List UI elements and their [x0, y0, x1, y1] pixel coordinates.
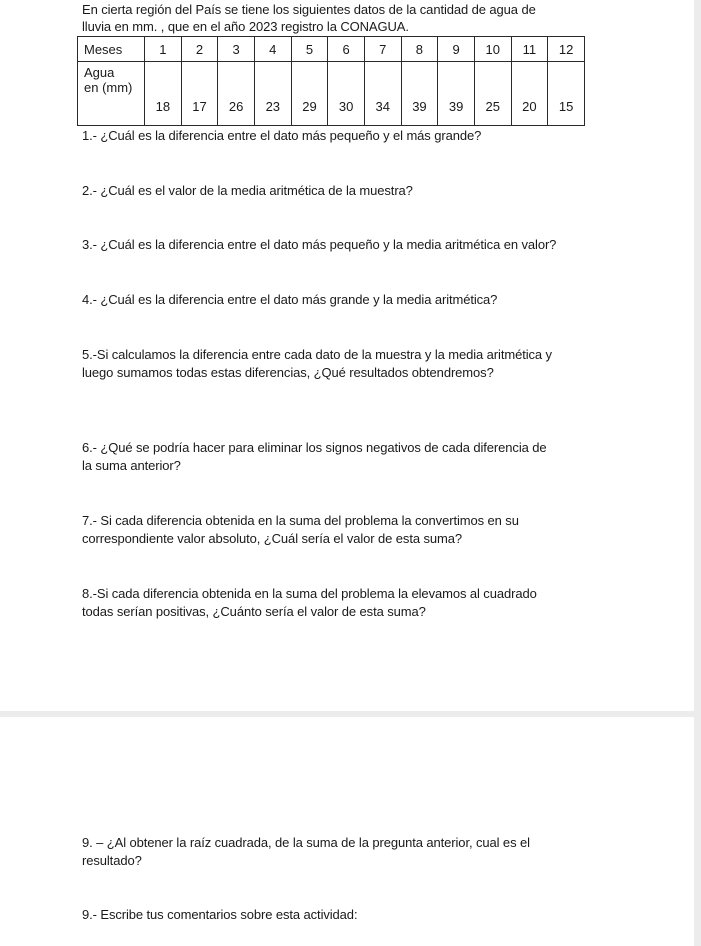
month-cell: 11: [511, 37, 548, 62]
month-cell: 7: [364, 37, 401, 62]
month-cell: 9: [438, 37, 475, 62]
rainfall-value: 39: [401, 62, 438, 126]
month-cell: 8: [401, 37, 438, 62]
month-cell: 10: [474, 37, 511, 62]
question-8: [82, 585, 602, 621]
rainfall-value: 29: [291, 62, 328, 126]
page-break: [0, 711, 694, 717]
rainfall-value: 34: [364, 62, 401, 126]
month-cell: 6: [328, 37, 365, 62]
question-2: 2.- ¿Cuál es el valor de la media aritmética de la muestra?: [82, 183, 413, 198]
question-9: [82, 834, 602, 870]
rainfall-value: 39: [438, 62, 475, 126]
rainfall-row: [78, 62, 585, 126]
intro-paragraph: [82, 1, 582, 35]
rainfall-value: 30: [328, 62, 365, 126]
question-4: 4.- ¿Cuál es la diferencia entre el dato más grande y la media aritmética?: [82, 292, 498, 307]
rainfall-value: 15: [548, 62, 585, 126]
question-6: [82, 439, 642, 475]
rainfall-value: 23: [254, 62, 291, 126]
question-3: 3.- ¿Cuál es la diferencia entre el dato más pequeño y la media aritmética en valor?: [82, 237, 557, 252]
scrollbar-track[interactable]: [694, 0, 701, 946]
rainfall-value: 18: [145, 62, 182, 126]
question-7: [82, 512, 602, 548]
question-7-line-1: 7.- Si cada diferencia obtenida en la suma del problema la convertimos en su: [82, 513, 519, 528]
months-header: Meses: [78, 37, 145, 62]
month-cell: 5: [291, 37, 328, 62]
question-5: [82, 346, 642, 382]
rainfall-table: [77, 36, 585, 126]
months-row: [78, 37, 585, 62]
month-cell: 12: [548, 37, 585, 62]
rainfall-header: [78, 62, 145, 126]
question-9-line-2: resultado?: [82, 853, 142, 868]
month-cell: 1: [145, 37, 182, 62]
month-cell: 4: [254, 37, 291, 62]
intro-line-1: En cierta región del País se tiene los siguientes datos de la cantidad de agua de: [82, 2, 536, 17]
rainfall-value: 17: [181, 62, 218, 126]
rainfall-value: 20: [511, 62, 548, 126]
rainfall-header-line-2: en (mm): [84, 80, 133, 95]
month-cell: 3: [218, 37, 255, 62]
rainfall-value: 25: [474, 62, 511, 126]
question-6-line-2: la suma anterior?: [82, 458, 181, 473]
question-6-line-1: 6.- ¿Qué se podría hacer para eliminar los signos negativos de cada diferencia de: [82, 440, 547, 455]
question-5-line-1: 5.-Si calculamos la diferencia entre cada dato de la muestra y la media aritmética y: [82, 347, 552, 362]
question-9-line-1: 9. – ¿Al obtener la raíz cuadrada, de la suma de la pregunta anterior, cual es el: [82, 835, 530, 850]
question-8-line-2: todas serían positivas, ¿Cuánto sería el valor de esta suma?: [82, 604, 426, 619]
question-1: 1.- ¿Cuál es la diferencia entre el dato más pequeño y el más grande?: [82, 128, 482, 143]
question-7-line-2: correspondiente valor absoluto, ¿Cuál sería el valor de esta suma?: [82, 531, 462, 546]
intro-line-2: lluvia en mm. , que en el año 2023 registro la CONAGUA.: [82, 19, 409, 34]
question-8-line-1: 8.-Si cada diferencia obtenida en la suma del problema la elevamos al cuadrado: [82, 586, 537, 601]
month-cell: 2: [181, 37, 218, 62]
rainfall-header-line-1: Agua: [84, 65, 115, 80]
rainfall-value: 26: [218, 62, 255, 126]
question-5-line-2: luego sumamos todas estas diferencias, ¿Qué resultados obtendremos?: [82, 365, 494, 380]
question-comments: 9.- Escribe tus comentarios sobre esta actividad:: [82, 907, 358, 922]
